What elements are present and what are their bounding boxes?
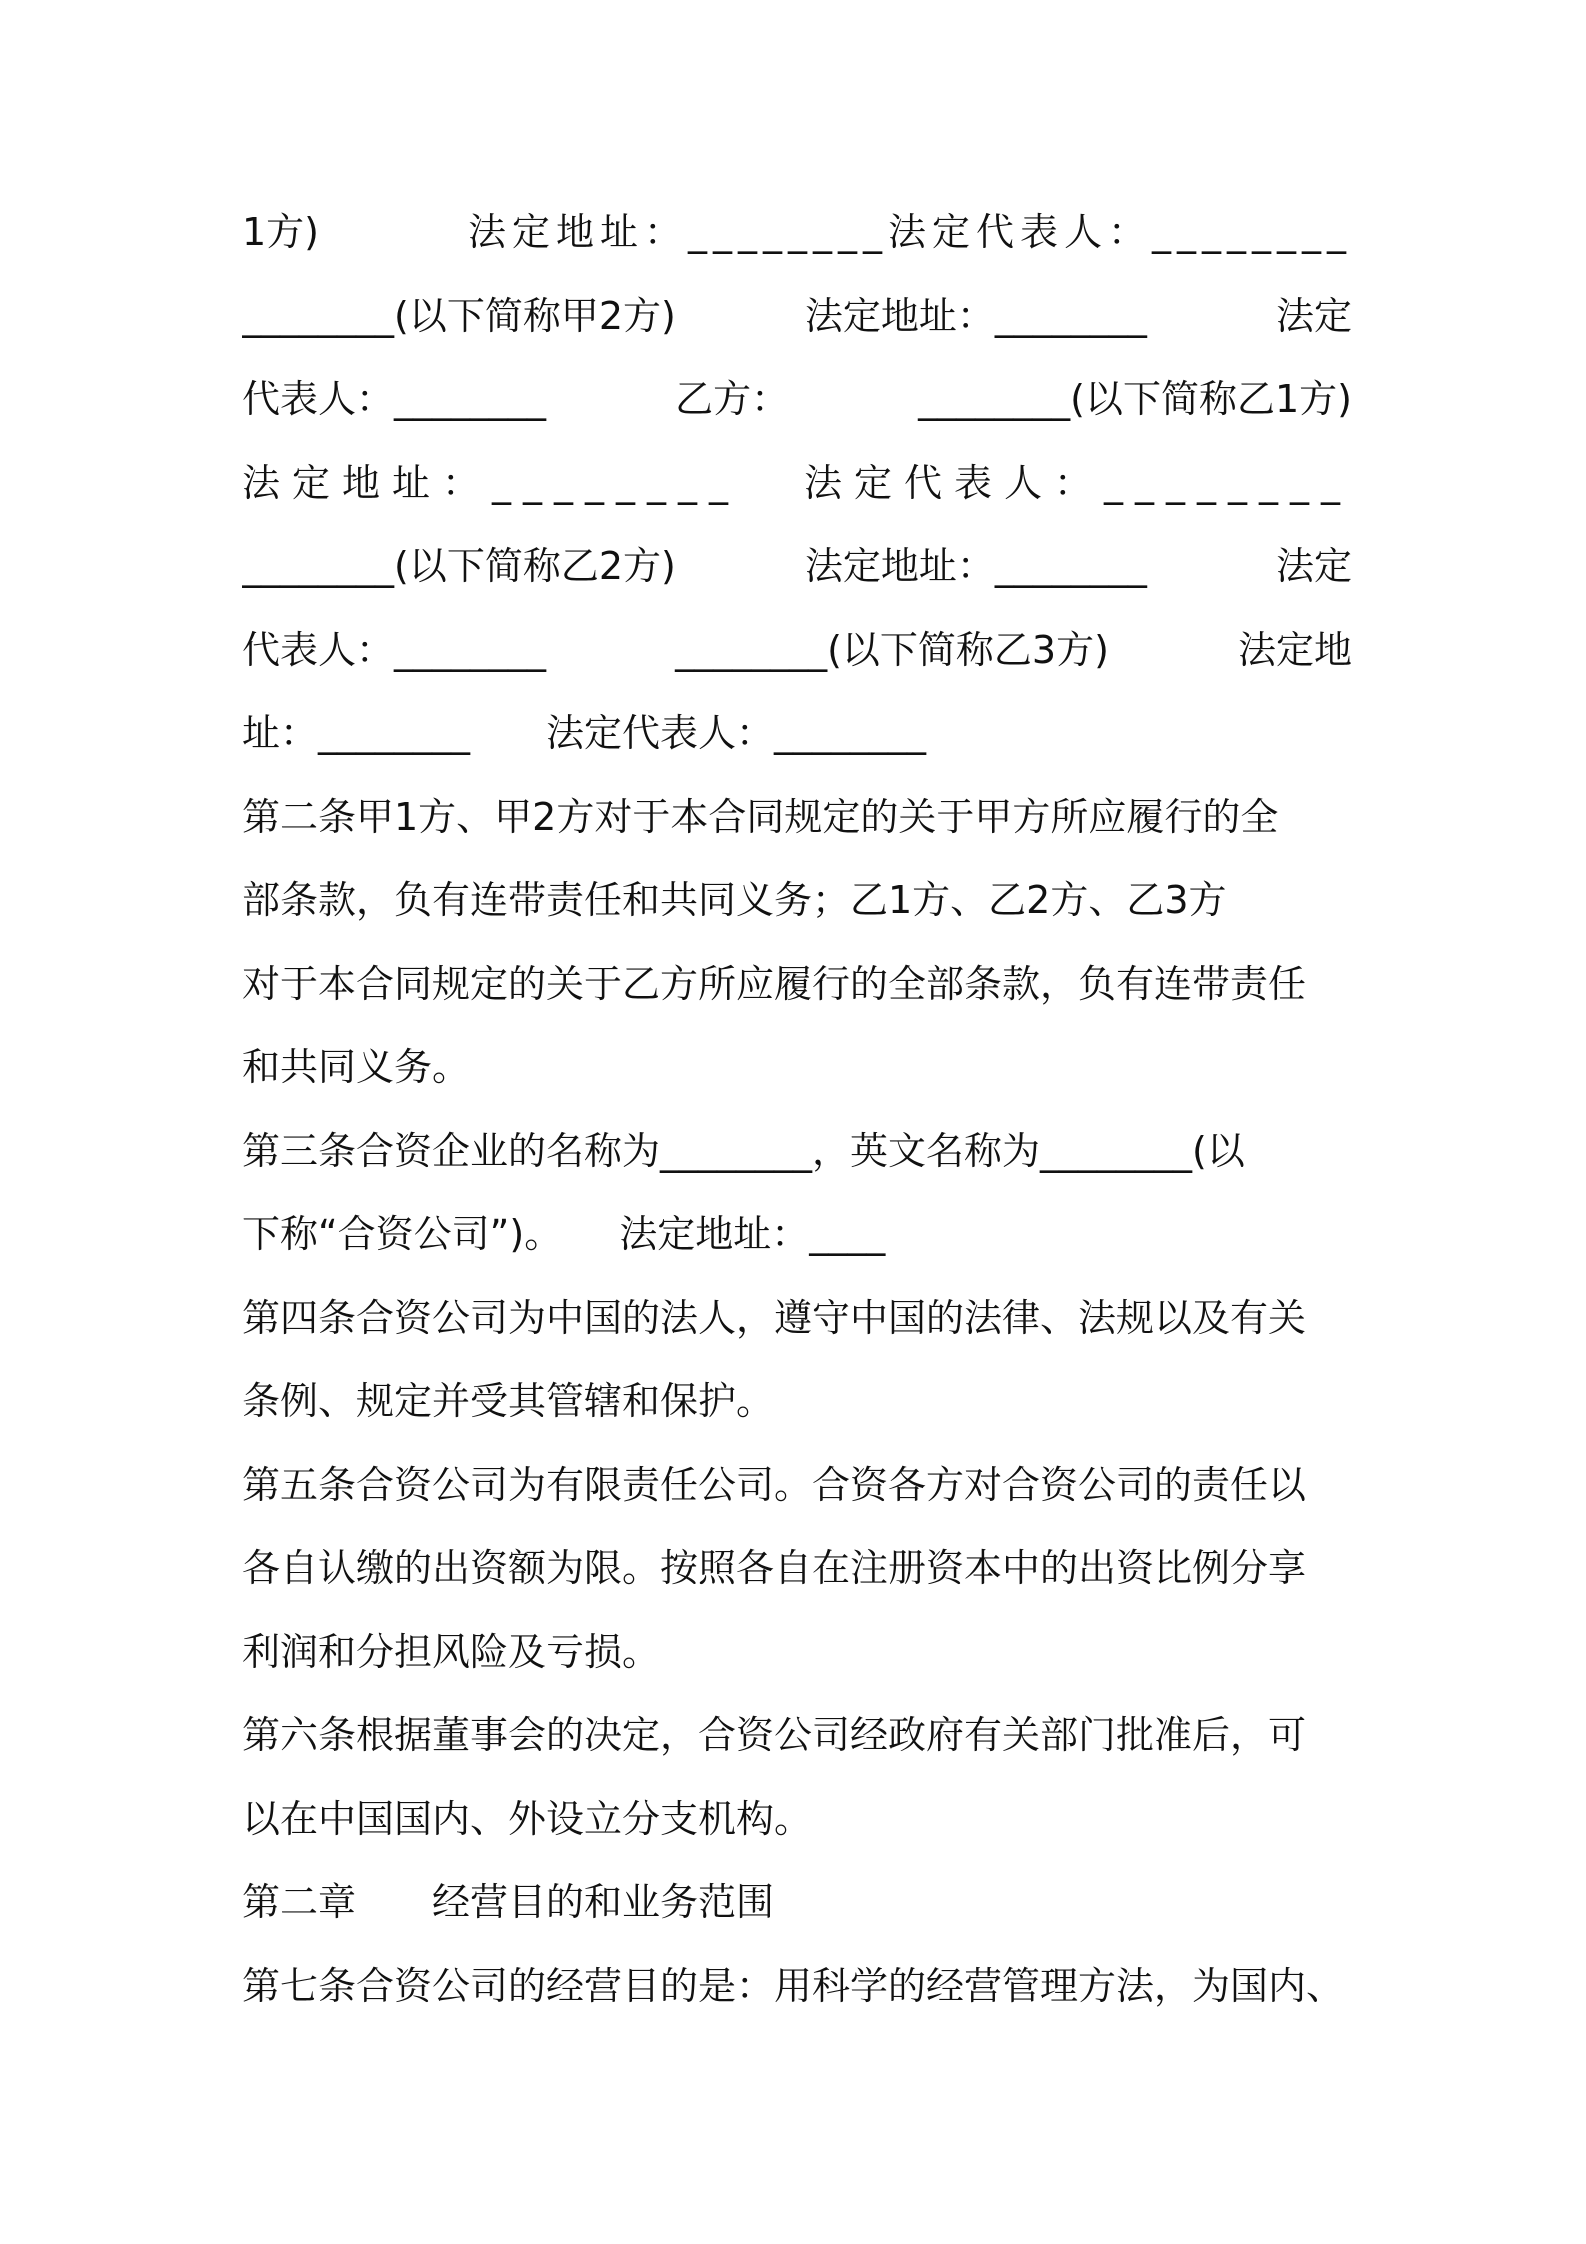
article-3-line-2: 下称“合资公司”)。 法定地址：____ — [242, 1212, 886, 1256]
text-segment: 法定地 — [1237, 628, 1352, 672]
article-2-line-1: 第二条甲1方、甲2方对于本合同规定的关于甲方所应履行的全 — [242, 795, 1279, 839]
article-5-line-2: 各自认缴的出资额为限。按照各自在注册资本中的出资比例分享 — [242, 1546, 1307, 1590]
party-line-5 — [242, 542, 1352, 590]
article-4-line-2: 条例、规定并受其管辖和保护。 — [242, 1379, 775, 1423]
article-2-line-3: 对于本合同规定的关于乙方所应履行的全部条款，负有连带责任 — [242, 962, 1307, 1006]
article-2-line-4: 和共同义务。 — [242, 1045, 471, 1089]
text-segment: 法定地址：________ — [804, 294, 1147, 338]
party-line-6 — [242, 626, 1352, 674]
article-6-line-1: 第六条根据董事会的决定，合资公司经政府有关部门批准后，可 — [242, 1713, 1307, 1757]
article-3-line-1: 第三条合资企业的名称为________，英文名称为________(以 — [242, 1129, 1245, 1173]
article-4-line-1: 第四条合资公司为中国的法人，遵守中国的法律、法规以及有关 — [242, 1296, 1307, 1340]
party-line-4 — [242, 459, 1352, 507]
party-line-7: 址：________ 法定代表人：________ — [242, 711, 927, 755]
text-segment: 1方) — [242, 210, 320, 254]
text-segment: 法定地址：________法定代表人：________ — [467, 210, 1352, 254]
article-5-line-3: 利润和分担风险及亏损。 — [242, 1630, 661, 1674]
party-line-2 — [242, 292, 1352, 340]
text-segment: 法定 — [1275, 294, 1352, 338]
text-segment: 代表人：________ — [242, 377, 547, 421]
chapter-2-heading: 第二章 经营目的和业务范围 — [242, 1880, 775, 1924]
text-segment: ________(以下简称甲2方) — [242, 294, 676, 338]
text-segment: 法定代表人：________ — [803, 461, 1352, 505]
article-7-line-1: 第七条合资公司的经营目的是：用科学的经营管理方法，为国内、 — [242, 1964, 1345, 2008]
text-segment: 代表人：________ — [242, 628, 547, 672]
text-segment: 乙方： — [675, 377, 790, 421]
text-segment: 法定地址：________ — [804, 544, 1147, 588]
text-segment: ________(以下简称乙1方) — [918, 377, 1352, 421]
text-segment: ________(以下简称乙3方) — [675, 628, 1109, 672]
article-2-line-2: 部条款，负有连带责任和共同义务；乙1方、乙2方、乙3方 — [242, 878, 1227, 922]
text-segment: ________(以下简称乙2方) — [242, 544, 676, 588]
party-line-1 — [242, 208, 1352, 256]
text-segment: 法定 — [1275, 544, 1352, 588]
party-line-3 — [242, 375, 1352, 423]
text-segment: 法定地址：________ — [242, 461, 741, 505]
article-5-line-1: 第五条合资公司为有限责任公司。合资各方对合资公司的责任以 — [242, 1463, 1307, 1507]
article-6-line-2: 以在中国国内、外设立分支机构。 — [242, 1797, 813, 1841]
